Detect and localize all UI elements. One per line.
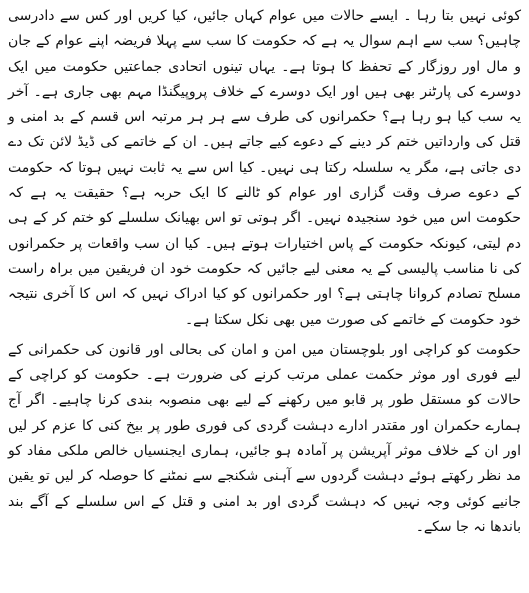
- article-paragraph-2: حکومت کو کراچی اور بلوچستان میں امن و امان کی بحالی اور قانون کی حکمرانی کے لیے فوری اور موثر حکمت عملی مرتب کرنے کی ضرورت ہے۔ حکومت کو کراچی کے حالات کو مستقل طور پر قابو میں رکھنے کے لیے بھی منصوبہ بندی کرنا چاہیے۔ اگر آج ہمارے حکمران اور مقتدر ادارے دہشت گردی کی فوری طور پر بیخ کنی کا عزم کر لیں اور ان کے خلاف موثر آپریشن پر آمادہ ہو جائیں، ہماری ایجنسیاں خالص ملکی مفاد کو مد نظر رکھتے ہوئے دہشت گردوں سے آہنی شکنجے سے نمٹنے کا حوصلہ کر لیں تو یقین جانیے کوئی وجہ نہیں کہ دہشت گردی اور بد امنی و قتل کے اس سلسلے کے آگے بند باندھا نہ جا سکے۔: [8, 341, 521, 535]
- article-paragraph-1: کوئی نہیں بتا رہا ۔ ایسے حالات میں عوام کہاں جائیں، کیا کریں اور کس سے دادرسی چاہیں؟ سب سے اہم سوال یہ ہے کہ حکومت کا سب سے پہلا فریضہ اپنے عوام کے جان و مال اور روزگار کے تحفظ کا ہوتا ہے۔ یہاں تینوں اتحادی جماعتیں حکومت میں ایک دوسرے کی پارٹنر بھی ہیں اور ایک دوسرے کے خلاف پروپیگنڈا مہم بھی جاری ہے۔ آخر یہ سب کیا ہو رہا ہے؟ حکمرانوں کی طرف سے ہر ہر مرتبہ اس قسم کے بد امنی و قتل کی وارداتیں ختم کر دینے کے دعوے کیے جاتے ہیں۔ ان کے خاتمے کی ڈیڈ لائن تک دے دی جاتی ہے، مگر یہ سلسلہ رکتا ہی نہیں۔ کیا اس سے یہ ثابت نہیں ہوتا کہ حکومت کے دعوے صرف وقت گزاری اور عوام کو ٹالنے کا ایک حربہ ہے؟ حقیقت یہ ہے کہ حکومت اس میں خود سنجیدہ نہیں۔ اگر ہوتی تو اس بھیانک سلسلے کو ختم کر کے ہی دم لیتی، کیونکہ حکومت کے پاس اختیارات ہوتے ہیں۔ کیا ان سب واقعات پر حکمرانوں کی نا مناسب پالیسی کے یہ معنی لیے جائیں کہ حکومت خود ان فریقین میں براہ راست مسلح تصادم کروانا چاہتی ہے؟ اور حکمرانوں کو کیا ادراک نہیں کہ اس کا آخری نتیجہ خود حکومت کے خاتمے کی صورت میں بھی نکل سکتا ہے۔: [8, 8, 521, 328]
